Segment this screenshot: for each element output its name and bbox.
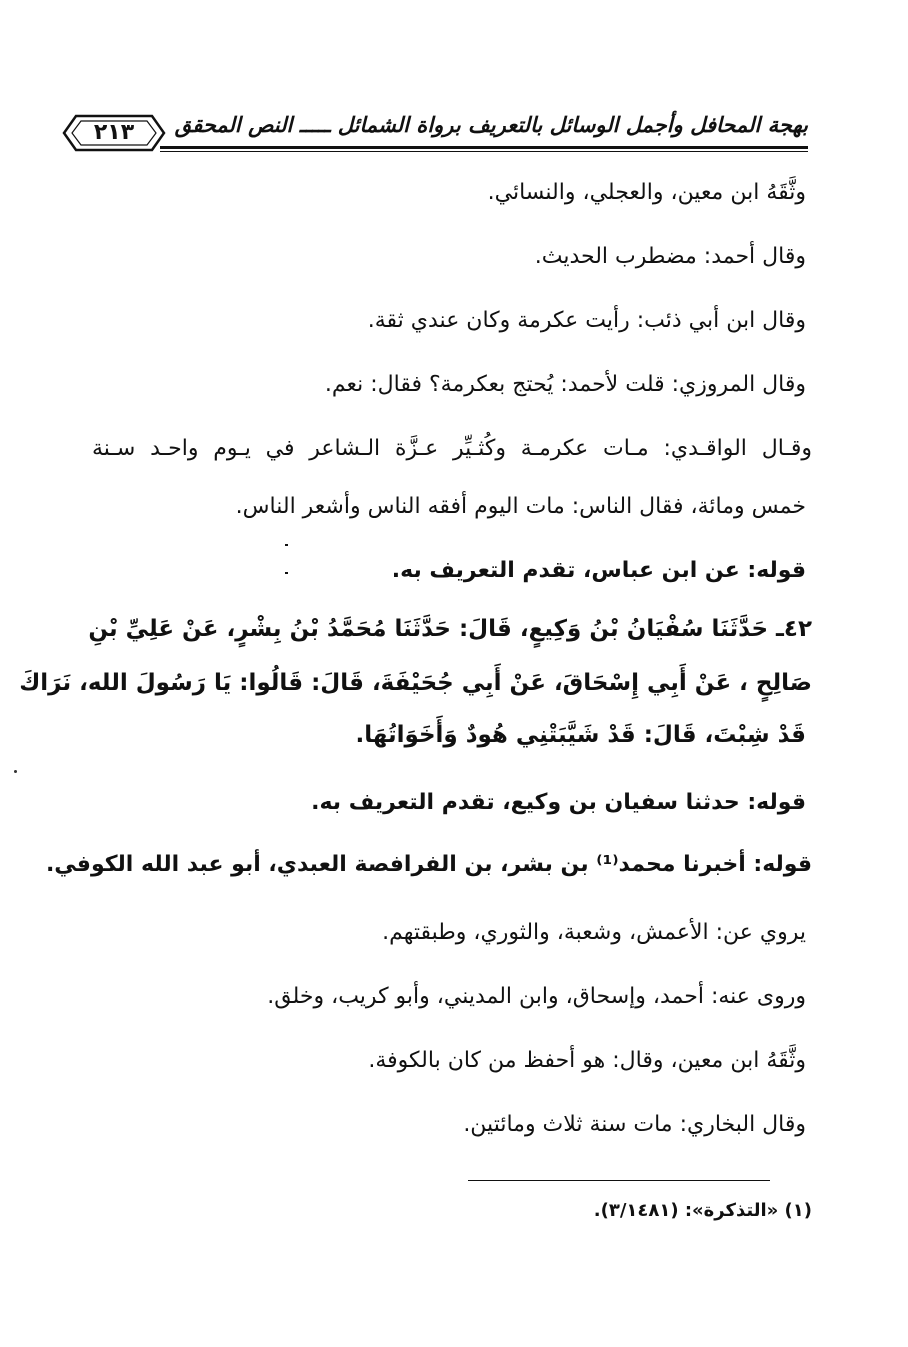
hadith-line: قَدْ شِبْتَ، قَالَ: قَدْ شَيَّبَتْنِي هُودٌ وَأَخَوَاتُهَا. bbox=[355, 722, 806, 748]
hadith-line: ٤٢ـ حَدَّثَنَا سُفْيَانُ بْنُ وَكِيعٍ، قَالَ: حَدَّثَنَا مُحَمَّدُ بْنُ بِشْرٍ، عَنْ عَلِيِّ بْنِ bbox=[88, 616, 812, 642]
section-divider-icon bbox=[282, 540, 292, 580]
text-line: وقال ابن أبي ذئب: رأيت عكرمة وكان عندي ثقة. bbox=[367, 308, 806, 333]
text-line: وثَّقَهُ ابن معين، وقال: هو أحفظ من كان بالكوفة. bbox=[368, 1048, 806, 1073]
header-title: بهجة المحافل وأجمل الوسائل بالتعريف برواة الشمائل ـــــ النص المحقق bbox=[174, 112, 808, 137]
page-number: ٢١٣ bbox=[93, 120, 135, 145]
running-header bbox=[60, 100, 808, 162]
text-line: قوله: حدثنا سفيان بن وكيع، تقدم التعريف به. bbox=[311, 790, 806, 815]
text-line: خمس ومائة، فقال الناس: مات اليوم أفقه الناس وأشعر الناس. bbox=[235, 494, 806, 519]
header-rule bbox=[160, 146, 808, 149]
text-line: وقـال الواقـدي: مـات عكرمـة وكُثـيِّر عـزَّة الـشاعر في يـوم واحـد سـنة bbox=[92, 436, 812, 461]
text-line: وقال البخاري: مات سنة ثلاث ومائتين. bbox=[463, 1112, 806, 1137]
footnote-rule bbox=[468, 1180, 770, 1181]
text-line: يروي عن: الأعمش، وشعبة، والثوري، وطبقتهم. bbox=[382, 920, 806, 945]
hadith-line: صَالِحٍ ، عَنْ أَبِي إِسْحَاقَ، عَنْ أَبِي جُحَيْفَةَ، قَالَ: قَالُوا: يَا رَسُولَ الله، نَرَاكَ bbox=[19, 670, 812, 696]
text-line: وقال أحمد: مضطرب الحديث. bbox=[534, 244, 806, 269]
header-rule-thin bbox=[160, 151, 808, 152]
text-line: وروى عنه: أحمد، وإسحاق، وابن المديني، وأبو كريب، وخلق. bbox=[267, 984, 806, 1009]
scan-speck bbox=[14, 770, 17, 773]
footnote: (١) «التذكرة»: (٣/١٤٨١). bbox=[593, 1200, 812, 1221]
text-line: قوله: أخبرنا محمد⁽¹⁾ بن بشر، بن الفرافصة العبدي، أبو عبد الله الكوفي. bbox=[45, 852, 812, 877]
page-number-badge bbox=[62, 112, 166, 154]
text-line: وثَّقَهُ ابن معين، والعجلي، والنسائي. bbox=[487, 180, 806, 205]
text-line: قوله: عن ابن عباس، تقدم التعريف به. bbox=[391, 558, 806, 583]
text-line: وقال المروزي: قلت لأحمد: يُحتج بعكرمة؟ فقال: نعم. bbox=[324, 372, 806, 397]
